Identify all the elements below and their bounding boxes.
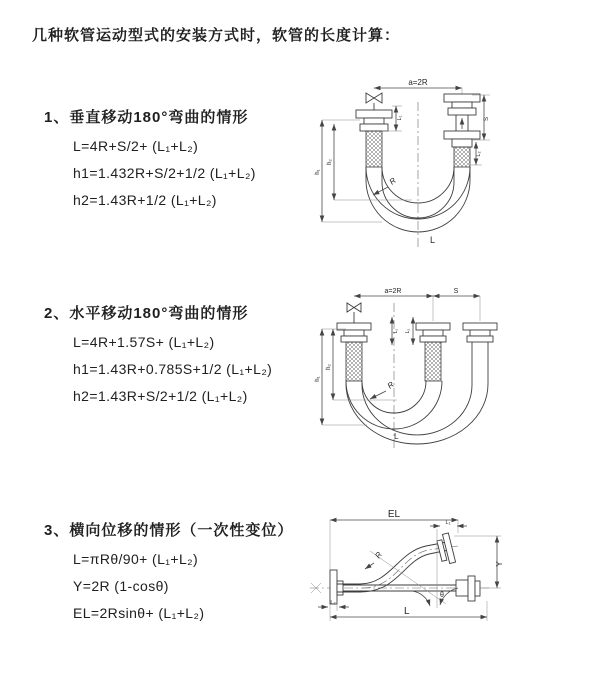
dim-label-length: L bbox=[404, 606, 410, 617]
angle-label: θ bbox=[440, 592, 444, 599]
dim-label-s: S bbox=[453, 288, 459, 295]
flange-right-upper bbox=[444, 94, 480, 115]
dim-label-h2: h₂ bbox=[326, 364, 332, 370]
flange-middle bbox=[416, 323, 450, 342]
dim-label-l2: L₂ bbox=[405, 328, 411, 334]
dim-label-length: L bbox=[394, 432, 399, 441]
flange-left bbox=[337, 323, 371, 342]
section-3-heading: 3、横向位移的情形（一次性变位） bbox=[44, 522, 294, 539]
braided-hose-right bbox=[454, 147, 470, 167]
hose-u-curves bbox=[346, 381, 488, 444]
braided-hose-left bbox=[366, 131, 382, 167]
dim-label-y: Y bbox=[495, 561, 504, 567]
section-1-heading: 1、垂直移动180°弯曲的情形 bbox=[44, 109, 249, 126]
formula-line: EL=2Rsinθ+ (L₁+L₂) bbox=[73, 605, 205, 621]
dim-label-l2: L₂ bbox=[476, 151, 482, 157]
formula-line: h1=1.43R+0.785S+1/2 (L₁+L₂) bbox=[73, 361, 273, 377]
formula-line: h2=1.43R+S/2+1/2 (L₁+L₂) bbox=[73, 388, 248, 404]
dim-label-l2: L₂ bbox=[330, 600, 336, 606]
valve-icon bbox=[366, 93, 382, 110]
section-1 bbox=[44, 106, 256, 219]
flange-right bbox=[463, 323, 497, 342]
dim-label-s: S bbox=[484, 116, 490, 122]
formula-line: h1=1.432R+S/2+1/2 (L₁+L₂) bbox=[73, 165, 256, 181]
dim-label-length: L bbox=[430, 235, 436, 245]
flange-right-lower bbox=[456, 576, 480, 601]
flange-right-lower bbox=[444, 131, 480, 147]
radius-label: R bbox=[387, 175, 398, 187]
flange-right-upper bbox=[436, 533, 456, 565]
dim-label-l1: L₁ bbox=[397, 115, 403, 121]
formula-line: h2=1.43R+1/2 (L₁+L₂) bbox=[73, 192, 217, 208]
flange-left bbox=[330, 570, 343, 604]
diagram-lateral-displacement bbox=[300, 505, 595, 650]
radius-label: R bbox=[385, 379, 396, 391]
valve-icon bbox=[347, 303, 361, 323]
dim-label-span: a=2R bbox=[384, 288, 402, 295]
dim-label-el: EL bbox=[387, 509, 401, 520]
diagram-horizontal-180-bend bbox=[312, 283, 532, 455]
dim-label-l1: L₁ bbox=[445, 520, 451, 526]
section-3 bbox=[44, 519, 293, 632]
section-2-heading: 2、水平移动180°弯曲的情形 bbox=[44, 305, 249, 322]
formula-line: L=4R+S/2+ (L₁+L₂) bbox=[73, 138, 199, 154]
flange-left bbox=[356, 110, 392, 131]
dim-label-l1: L₁ bbox=[393, 328, 399, 334]
radius-label: R bbox=[373, 550, 384, 561]
formula-line: L=4R+1.57S+ (L₁+L₂) bbox=[73, 334, 215, 350]
diagram-vertical-180-bend bbox=[312, 72, 527, 254]
section-2 bbox=[44, 302, 272, 415]
dim-label-h1: h₁ bbox=[315, 169, 321, 175]
braided-hose-left bbox=[346, 342, 362, 381]
page-title: 几种软管运动型式的安装方式时，软管的长度计算： bbox=[32, 27, 401, 44]
formula-line: L=πRθ/90+ (L₁+L₂) bbox=[73, 551, 199, 567]
dim-label-h1: h₁ bbox=[315, 376, 321, 382]
dim-label-h2: h₂ bbox=[327, 159, 333, 165]
formula-line: Y=2R (1-cosθ) bbox=[73, 578, 169, 594]
braided-hose-middle bbox=[425, 342, 441, 381]
dim-label-span: a=2R bbox=[408, 78, 428, 87]
